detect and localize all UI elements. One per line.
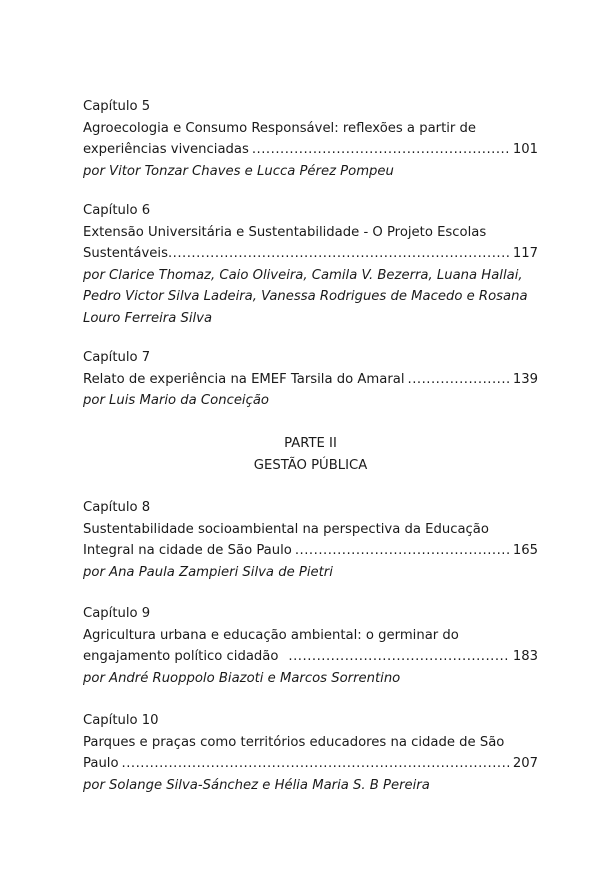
part-title: GESTÃO PÚBLICA: [253, 458, 368, 473]
toc-entry-chapter-5: [83, 96, 538, 182]
page-number: 207: [512, 756, 538, 771]
page-number: 139: [512, 371, 538, 387]
chapter-label: Capítulo 9: [83, 606, 151, 621]
chapter-title-leader-line: [83, 753, 538, 775]
page-number: 183: [512, 649, 538, 664]
chapter-title: Agricultura urbana e educação ambiental: o germinar do: [83, 627, 459, 643]
toc-entry-chapter-6: [83, 200, 538, 329]
page-number: 101: [512, 142, 538, 157]
chapter-label: Capítulo 8: [83, 500, 151, 515]
part-label: PARTE II: [284, 436, 337, 451]
chapter-title: Paulo: [83, 756, 119, 771]
part-heading: [83, 433, 538, 477]
chapter-title: Agroecologia e Consumo Responsável: reflexões a partir de: [83, 120, 477, 136]
chapter-title: Sustentáveis: [83, 246, 168, 261]
chapter-label: Capítulo 10: [83, 713, 159, 728]
chapter-label: Capítulo 5: [83, 99, 151, 114]
chapter-authors: por André Ruoppolo Biazoti e Marcos Sorrentino: [83, 670, 401, 686]
chapter-title-leader-line: [83, 540, 538, 562]
toc-entry-chapter-7: [83, 347, 538, 412]
chapter-title: Extensão Universitária e Sustentabilidade - O Projeto Escolas: [83, 224, 487, 240]
chapter-title-leader-line: [83, 369, 538, 391]
chapter-title: Sustentabilidade socioambiental na perspectiva da Educação: [83, 521, 489, 537]
chapter-authors: por Ana Paula Zampieri Silva de Pietri: [83, 564, 333, 580]
chapter-title: Integral na cidade de São Paulo: [83, 543, 292, 558]
chapter-label: Capítulo 6: [83, 203, 151, 218]
dot-leader: [408, 369, 510, 391]
page-number: 165: [512, 543, 538, 558]
dot-leader: [252, 139, 510, 161]
dot-leader: [295, 540, 510, 562]
chapter-title: Relato de experiência na EMEF Tarsila do Amaral: [83, 371, 405, 387]
dot-leader: [122, 753, 510, 775]
toc-entry-chapter-8: [83, 497, 538, 583]
chapter-label: Capítulo 7: [83, 350, 151, 365]
toc-entry-chapter-10: [83, 710, 538, 796]
chapter-title-leader-line: [83, 139, 538, 161]
chapter-authors: Pedro Victor Silva Ladeira, Vanessa Rodrigues de Macedo e Rosana: [83, 289, 528, 304]
chapter-title: engajamento político cidadão: [83, 649, 279, 664]
chapter-authors: por Vitor Tonzar Chaves e Lucca Pérez Pompeu: [83, 163, 394, 179]
chapter-title-leader-line: [83, 243, 538, 265]
chapter-authors: por Luis Mario da Conceição: [83, 393, 269, 408]
chapter-title: experiências vivenciadas: [83, 142, 249, 157]
toc-entry-chapter-9: [83, 603, 538, 689]
chapter-authors: Louro Ferreira Silva: [83, 310, 213, 326]
page-number: 117: [512, 246, 538, 261]
dot-leader: [288, 646, 509, 668]
dot-leader: [168, 243, 510, 265]
chapter-title-leader-line: [83, 646, 538, 668]
chapter-authors: por Clarice Thomaz, Caio Oliveira, Camila V. Bezerra, Luana Hallai,: [83, 267, 523, 283]
chapter-title: Parques e praças como territórios educadores na cidade de São: [83, 734, 505, 750]
chapter-authors: por Solange Silva-Sánchez e Hélia Maria S. B Pereira: [83, 777, 430, 793]
